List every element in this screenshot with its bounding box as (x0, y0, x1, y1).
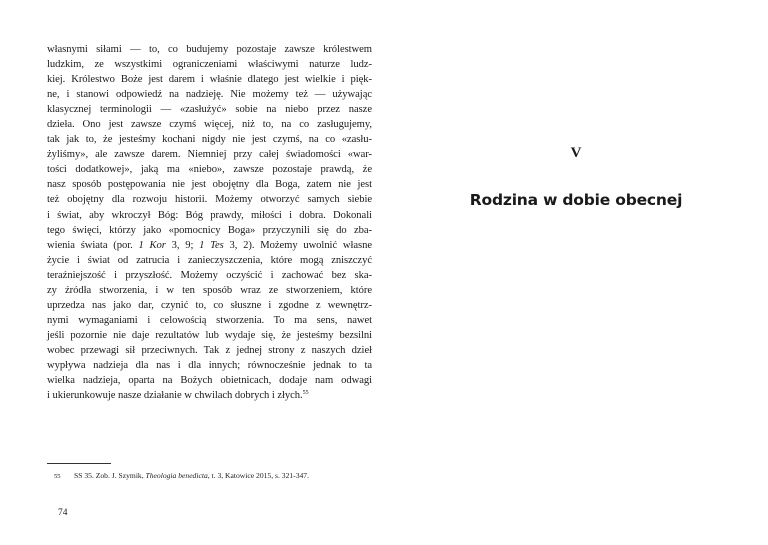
text-segment: 3, 9; (165, 239, 200, 251)
text-line-last (47, 388, 372, 403)
chapter-number: V (570, 145, 582, 161)
footnote-marker: 55 (302, 390, 309, 397)
text-line: tego święci, którzy jako «pomocnicy Boga» przyczynili się do zba- (47, 224, 372, 236)
text-line: własnymi siłami — to, co budujemy pozostaje zawsze królestwem (47, 44, 372, 55)
footnote-title: Theologia benedicta (145, 471, 208, 480)
text-line: ludzkim, ze wszystkimi ograniczeniami właściwymi naturze ludz- (47, 59, 372, 71)
text-line: życie i świat od zatrucia i zanieczyszczenia, które mogą zniszczyć (47, 254, 372, 266)
text-segment: i ukierunkowuje nasze działanie w chwilach dobrych i złych. (47, 390, 303, 402)
text-line: nymi wymaganiami i celowością stworzenia. To ma sens, nawet (47, 314, 372, 326)
text-line: wypływa nadzieja dla nas i dla innych; równocześnie jednak to ta (47, 359, 372, 371)
text-line: nasz sposób postępowania nie jest obojętny dla Boga, zatem nie jest (47, 179, 372, 191)
page-number: 74 (58, 508, 68, 518)
text-line: też obojętny dla rozwoju historii. Możemy otworzyć samych siebie (47, 194, 372, 206)
text-line: dzieła. Ono jest zawsze czymś więcej, niż to, na co zasługujemy, (47, 119, 372, 131)
footnote-separator (47, 463, 111, 464)
footnote (54, 471, 374, 482)
text-line-with-references (47, 238, 372, 253)
text-line: wobec przewagi sił przeciwnych. Tak z jednej strony z naszych dzieł (47, 344, 372, 356)
footnote-text: , t. 3, Katowice 2015, s. 321-347. (207, 471, 309, 480)
text-line: i świat, aby wkroczył Bóg: Bóg prawdy, miłości i dobra. Dokonali (47, 209, 372, 221)
text-line: teraźniejszość i przyszłość. Możemy oczyścić i zachować bez ska- (47, 269, 372, 281)
text-line: tak jak to, że jesteśmy kochani nigdy nie jest czymś, na co «zasłu- (47, 134, 372, 146)
text-line: żyliśmy», ale zawsze darem. Niemniej przy całej świadomości «war- (47, 149, 372, 161)
footnote-text: SS 35. Zob. J. Szymik, (74, 471, 146, 480)
bible-reference: 1 Tes (199, 239, 224, 251)
chapter-title: Rodzina w dobie obecnej (469, 191, 683, 209)
text-line: jeśli pozornie nie daje rezultatów lub wydaje się, że jesteśmy bezsilni (47, 329, 372, 341)
text-line: tości dodatkowej», jaką ma «niebo», zawsze pozostaje prawdą, że (47, 164, 372, 176)
text-segment: wienia świata (por. (47, 239, 139, 251)
text-line: kiej. Królestwo Boże jest darem i właśnie dlatego jest wielkie i pięk- (47, 74, 372, 86)
text-line: zy źródła stworzenia, i w ten sposób wraz ze stworzeniem, które (47, 284, 372, 296)
bible-reference: 1 Kor (138, 239, 166, 251)
body-text (47, 42, 372, 403)
text-line: ne, i stanowi odpowiedź na nadzieję. Nie możemy też — używając (47, 89, 372, 101)
right-page (384, 0, 768, 545)
text-line: uprzedza nas jako dar, czynić to, co słuszne i zgodne z wewnętrz- (47, 299, 372, 311)
footnote-number: 55 (54, 473, 61, 480)
text-line: wielka nadzieja, oparta na Bożych obietnicach, dodaje nam odwagi (47, 375, 372, 387)
text-line: klasycznej terminologii — «zasłużyć» sobie na niebo przez nasze (47, 104, 372, 116)
text-segment: 3, 2). Możemy uwolnić własne (223, 239, 372, 251)
